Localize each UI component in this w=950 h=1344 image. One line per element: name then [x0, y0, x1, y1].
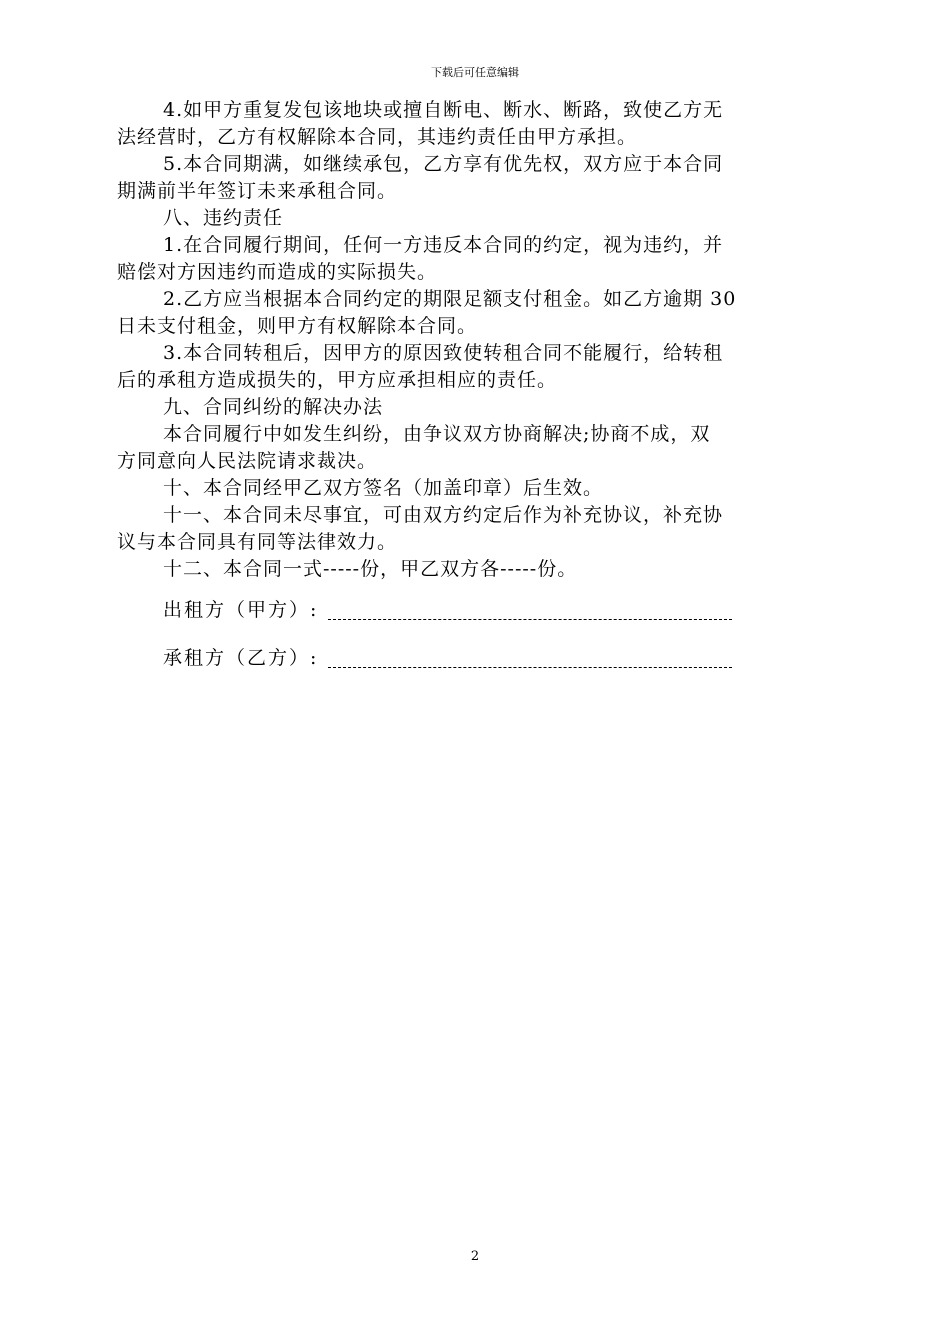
page-number: 2: [470, 1249, 480, 1264]
clause-line: 议与本合同具有同等法律效力。: [117, 531, 398, 553]
clause-line: 3.本合同转租后，因甲方的原因致使转租合同不能履行，给转租: [163, 342, 724, 364]
clause-line: 后的承租方造成损失的，甲方应承担相应的责任。: [117, 369, 558, 391]
section-heading-8: [117, 205, 833, 232]
clause-4: [117, 97, 833, 151]
lessor-label: 出租方（甲方）:: [163, 599, 319, 621]
clause-9: [117, 421, 833, 475]
lessor-signature-line: [328, 605, 732, 620]
clause-line: 本合同履行中如发生纠纷，由争议双方协商解决;协商不成，双: [163, 423, 711, 445]
clause-10: [117, 475, 833, 502]
clause-11: [117, 502, 833, 556]
clause-line: 十一、本合同未尽事宜，可由双方约定后作为补充协议，补充协: [163, 504, 724, 526]
clause-8-3: [117, 340, 833, 394]
clause-line: 日未支付租金，则甲方有权解除本合同。: [117, 315, 478, 337]
clause-line: 4.如甲方重复发包该地块或擅自断电、断水、断路，致使乙方无: [163, 99, 724, 121]
section-heading: 九、合同纠纷的解决办法: [163, 396, 384, 418]
clause-line: 赔偿对方因违约而造成的实际损失。: [117, 261, 438, 283]
clause-line: 2.乙方应当根据本合同约定的期限足额支付租金。如乙方逾期 30: [163, 288, 737, 310]
clause-5: [117, 151, 833, 205]
clause-line: 十二、本合同一式-----份，甲乙双方各-----份。: [163, 558, 578, 580]
page-header: 下载后可任意编辑: [431, 66, 519, 79]
clause-line: 十、本合同经甲乙双方签名（加盖印章）后生效。: [163, 477, 604, 499]
lessee-label: 承租方（乙方）:: [163, 647, 319, 669]
lessee-signature-row: [163, 646, 732, 670]
clause-line: 5.本合同期满，如继续承包，乙方享有优先权，双方应于本合同: [163, 153, 724, 175]
clause-line: 方同意向人民法院请求裁决。: [117, 450, 378, 472]
clause-8-2: [117, 286, 833, 340]
lessor-signature-row: [163, 598, 732, 622]
clause-line: 1.在合同履行期间，任何一方违反本合同的约定，视为违约，并: [163, 234, 724, 256]
contract-body: [117, 97, 833, 583]
clause-line: 期满前半年签订未来承租合同。: [117, 180, 398, 202]
section-heading: 八、违约责任: [163, 207, 284, 229]
section-heading-9: [117, 394, 833, 421]
clause-line: 法经营时，乙方有权解除本合同，其违约责任由甲方承担。: [117, 126, 638, 148]
lessee-signature-line: [328, 653, 732, 668]
clause-12: [117, 556, 833, 583]
clause-8-1: [117, 232, 833, 286]
